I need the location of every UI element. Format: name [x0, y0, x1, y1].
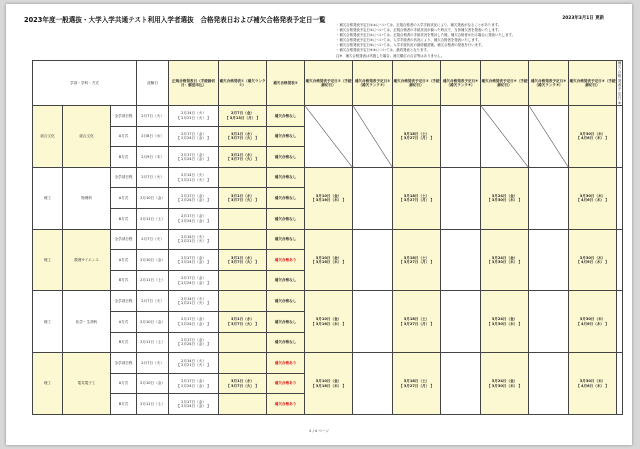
- supplement-1-cell: [219, 291, 267, 312]
- page-footer: 4 / 4 ページ: [309, 429, 329, 433]
- supplement-status-cell: 補欠合格あり: [267, 353, 305, 374]
- supplement-1-cell: [219, 394, 267, 415]
- department-cell: 総合文化: [63, 106, 111, 168]
- supplement-2-cell: 3月10日（金） 【 3月16日（木） 】: [305, 229, 353, 291]
- faculty-cell: 理工: [33, 229, 63, 291]
- supplement-status-cell: 補欠合格なし: [267, 126, 305, 147]
- supplement-3-cell: 3月18日（土） 【 3月27日（月） 】: [393, 353, 441, 415]
- exam-date-cell: 2月9日（木）: [137, 147, 169, 168]
- empty-cell: [441, 167, 481, 229]
- column-header: 補欠合格発表予定日⑤（補欠ランク⑤）: [529, 61, 569, 106]
- column-header: 補欠合格発表予定日③（補欠ランク③）: [353, 61, 393, 106]
- supplement-1-cell: [219, 332, 267, 353]
- method-cell: B方式: [111, 147, 137, 168]
- note-line: ・補欠合格発表予定日⑤⑥については、最終発表となります。: [336, 48, 430, 53]
- method-cell: 全学部日程: [111, 229, 137, 250]
- method-cell: 全学部日程: [111, 106, 137, 127]
- supplement-status-cell: 補欠合格なし: [267, 209, 305, 230]
- supplement-3-cell: 3月18日（土） 【 3月27日（月） 】: [393, 229, 441, 291]
- empty-cell: [353, 291, 393, 353]
- supplement-1-cell: [219, 167, 267, 188]
- result-date-cell: 2月17日（金） 【 2月24日（金） 】: [169, 332, 219, 353]
- department-cell: 電気電子工: [63, 353, 111, 415]
- exam-date-cell: 2月10日（金）: [137, 312, 169, 333]
- department-cell: 物理科: [63, 167, 111, 229]
- faculty-cell: 総合文化: [33, 106, 63, 168]
- supplement-1-cell: [219, 353, 267, 374]
- supplement-2-cell: 3月10日（金） 【 3月16日（木） 】: [305, 167, 353, 229]
- supplement-1-cell: [219, 229, 267, 250]
- result-date-cell: 2月17日（金） 【 2月24日（金） 】: [169, 209, 219, 230]
- document-page: [6, 4, 632, 445]
- result-date-cell: 2月17日（金） 【 2月24日（金） 】: [169, 250, 219, 271]
- method-cell: B方式: [111, 270, 137, 291]
- empty-cell: [617, 106, 623, 168]
- supplement-4-cell: 3月24日（金） 【 3月30日（木） 】: [481, 291, 529, 353]
- table-header-row: [33, 61, 623, 106]
- table-row: [33, 291, 623, 301]
- exam-date-cell: 2月11日（土）: [137, 209, 169, 230]
- table-row: [33, 167, 623, 177]
- result-date-cell: 2月14日（火） 【 2月21日（火） 】: [169, 229, 219, 250]
- supplement-status-cell: 補欠合格なし: [267, 332, 305, 353]
- empty-cell: [529, 291, 569, 353]
- supplement-status-cell: 補欠合格あり: [267, 250, 305, 271]
- exam-date-cell: 2月11日（土）: [137, 270, 169, 291]
- result-date-cell: 2月14日（火） 【 2月21日（火） 】: [169, 291, 219, 312]
- supplement-status-cell: 補欠合格なし: [267, 147, 305, 168]
- empty-cell: [441, 353, 481, 415]
- supplement-3-cell: 3月18日（土） 【 3月27日（月） 】: [393, 291, 441, 353]
- column-header: 学部・学科・方式: [33, 61, 137, 106]
- supplement-status-cell: 補欠合格なし: [267, 106, 305, 127]
- method-cell: 全学部日程: [111, 167, 137, 188]
- note-line: ・補欠合格発表予定日①②については、正規合格者の入学手続状況により、補欠発表がなることがあります。: [336, 23, 502, 27]
- supplement-5-cell: 3月30日（木） 【 4月6日（木） 】: [569, 229, 617, 291]
- exam-date-cell: 2月7日（火）: [137, 353, 169, 374]
- method-cell: 全学部日程: [111, 353, 137, 374]
- column-header: 補欠合格発表予定日⑤（手続締切日）: [569, 61, 617, 106]
- note-line: ・補欠合格発表予定日①については、正規合格者の手続状況が揃った時点で、当該補欠者を発表いたします。: [336, 28, 502, 33]
- method-cell: B方式: [111, 209, 137, 230]
- result-date-cell: 2月17日（金） 【 2月24日（金） 】: [169, 394, 219, 415]
- supplement-status-cell: 補欠合格あり: [267, 394, 305, 415]
- note-line: ・補欠合格発表予定日④については、入学手続状況の最終確認後、補欠合格者の発表を行います。: [336, 43, 485, 48]
- exam-date-cell: 2月7日（火）: [137, 229, 169, 250]
- exam-date-cell: 2月7日（火）: [137, 106, 169, 127]
- column-header: 補欠合格発表予定日④（補欠ランク④）: [441, 61, 481, 106]
- method-cell: A方式: [111, 312, 137, 333]
- faculty-cell: 理工: [33, 353, 63, 415]
- empty-cell: [529, 229, 569, 291]
- supplement-4-cell: 3月24日（金） 【 3月30日（木） 】: [481, 229, 529, 291]
- supplement-5-cell: 3月30日（木） 【 4月6日（木） 】: [569, 106, 617, 168]
- supplement-1-cell: 3月1日（水） 【 3月7日（火） 】: [219, 126, 267, 147]
- method-cell: 全学部日程: [111, 291, 137, 312]
- supplement-status-cell: 補欠合格なし: [267, 167, 305, 188]
- empty-cell: [441, 106, 481, 168]
- exam-date-cell: 2月10日（金）: [137, 373, 169, 394]
- result-date-cell: 2月17日（金） 【 2月24日（金） 】: [169, 373, 219, 394]
- supplement-1-cell: [219, 270, 267, 291]
- supplement-3-cell: 3月18日（土） 【 3月27日（月） 】: [393, 167, 441, 229]
- result-date-cell: 2月17日（金） 【 2月24日（金） 】: [169, 147, 219, 168]
- result-date-cell: 2月17日（金） 【 2月24日（金） 】: [169, 126, 219, 147]
- supplement-status-cell: 補欠合格なし: [267, 312, 305, 333]
- faculty-cell: 理工: [33, 167, 63, 229]
- column-header: 正規合格発表日（手続締切日：郵送申込）: [169, 61, 219, 106]
- supplement-1-cell: 3月1日（水） 【 3月7日（火） 】: [219, 188, 267, 209]
- supplement-1-cell: 2月7日（金） 【 3月13日（月） 】: [219, 106, 267, 127]
- exam-date-cell: 2月11日（土）: [137, 394, 169, 415]
- supplement-1-cell: 3月1日（水） 【 3月7日（火） 】: [219, 373, 267, 394]
- result-date-cell: 2月14日（火） 【 2月21日（火） 】: [169, 167, 219, 188]
- supplement-4-cell: 3月24日（金） 【 3月30日（木） 】: [481, 167, 529, 229]
- method-cell: A方式: [111, 188, 137, 209]
- empty-cell: [529, 353, 569, 415]
- page-title: 2023年度一般選抜・大学入学共通テスト利用入学者選抜 合格発表日および補欠合格発表予定日一覧: [24, 16, 326, 24]
- supplement-2-cell: 3月10日（金） 【 3月16日（木） 】: [305, 353, 353, 415]
- empty-cell: [353, 353, 393, 415]
- method-cell: A方式: [111, 126, 137, 147]
- column-header: 補欠合格発表②: [267, 61, 305, 106]
- supplement-1-cell: 3月1日（水） 【 3月7日（火） 】: [219, 250, 267, 271]
- exam-date-cell: 2月7日（火）: [137, 167, 169, 188]
- exam-date-cell: 2月7日（火）: [137, 291, 169, 312]
- supplement-status-cell: 補欠合格なし: [267, 291, 305, 312]
- notes-block: [336, 23, 621, 59]
- supplement-status-cell: 補欠合格なし: [267, 270, 305, 291]
- empty-cell: [353, 229, 393, 291]
- method-cell: A方式: [111, 373, 137, 394]
- result-date-cell: 2月17日（金） 【 2月24日（金） 】: [169, 188, 219, 209]
- supplement-4-cell: [481, 106, 529, 168]
- supplement-1-cell: 3月1日（水） 【 3月7日（火） 】: [219, 312, 267, 333]
- supplement-1-cell: [219, 209, 267, 230]
- note-line: ・補欠合格発表予定日②については、正規合格者の手続状況を集計した後、補欠合格者が出る場合に発表いたします。: [336, 33, 516, 38]
- method-cell: B方式: [111, 394, 137, 415]
- method-cell: B方式: [111, 332, 137, 353]
- empty-cell: [617, 229, 623, 291]
- supplement-5-cell: 3月30日（木） 【 4月6日（木） 】: [569, 291, 617, 353]
- result-date-cell: 2月17日（金） 【 2月24日（金） 】: [169, 312, 219, 333]
- column-header: 補欠合格発表予定日⑥: [617, 61, 622, 105]
- supplement-status-cell: 補欠合格なし: [267, 229, 305, 250]
- supplement-4-cell: 3月24日（金） 【 3月30日（木） 】: [481, 353, 529, 415]
- empty-cell: [529, 106, 569, 168]
- result-date-cell: 2月14日（火） 【 2月21日（火） 】: [169, 353, 219, 374]
- exam-date-cell: 2月10日（金）: [137, 188, 169, 209]
- supplement-1-cell: 3月1日（水） 【 3月7日（火） 】: [219, 147, 267, 168]
- schedule-table: [32, 60, 623, 415]
- department-cell: 数理サイエンス: [63, 229, 111, 291]
- result-date-cell: 2月17日（金） 【 2月24日（金） 】: [169, 270, 219, 291]
- supplement-status-cell: 補欠合格あり: [267, 373, 305, 394]
- exam-date-cell: 2月10日（金）: [137, 250, 169, 271]
- note-line: 注※ 補欠合格発表は実施した場合、補欠順位の合否等はありません。: [336, 53, 445, 58]
- supplement-2-cell: 3月10日（金） 【 3月16日（木） 】: [305, 291, 353, 353]
- column-header: 補欠合格発表予定日②（手続締切日）: [305, 61, 353, 106]
- supplement-status-cell: 補欠合格なし: [267, 188, 305, 209]
- update-date: 2023年3月1日 更新: [562, 16, 604, 21]
- empty-cell: [441, 291, 481, 353]
- method-cell: A方式: [111, 250, 137, 271]
- empty-cell: [441, 229, 481, 291]
- supplement-3-cell: 3月18日（土） 【 3月27日（月） 】: [393, 106, 441, 168]
- empty-cell: [617, 291, 623, 353]
- exam-date-cell: 2月11日（土）: [137, 332, 169, 353]
- empty-cell: [617, 353, 623, 415]
- supplement-5-cell: 3月30日（木） 【 4月6日（木） 】: [569, 353, 617, 415]
- supplement-5-cell: 3月30日（木） 【 4月6日（木） 】: [569, 167, 617, 229]
- faculty-cell: 理工: [33, 291, 63, 353]
- empty-cell: [617, 167, 623, 229]
- note-line: ・補欠合格発表予定日③については、入学手続者の状況により、補欠合格者を発表いたします。: [336, 38, 482, 43]
- column-header: 補欠合格発表①（補欠ランク①）: [219, 61, 267, 106]
- table-row: [33, 353, 623, 363]
- table-row: [33, 106, 623, 116]
- supplement-2-cell: [305, 106, 353, 168]
- department-cell: 化学・生命科: [63, 291, 111, 353]
- empty-cell: [529, 167, 569, 229]
- column-header: 試験日: [137, 61, 169, 106]
- result-date-cell: 2月14日（火） 【 2月21日（火） 】: [169, 106, 219, 127]
- empty-cell: [353, 167, 393, 229]
- empty-cell: [353, 106, 393, 168]
- column-header: 補欠合格発表予定日④（手続締切日）: [481, 61, 529, 106]
- table-row: [33, 229, 623, 239]
- exam-date-cell: 2月8日（水）: [137, 126, 169, 147]
- column-header: 補欠合格発表予定日③（手続締切日）: [393, 61, 441, 106]
